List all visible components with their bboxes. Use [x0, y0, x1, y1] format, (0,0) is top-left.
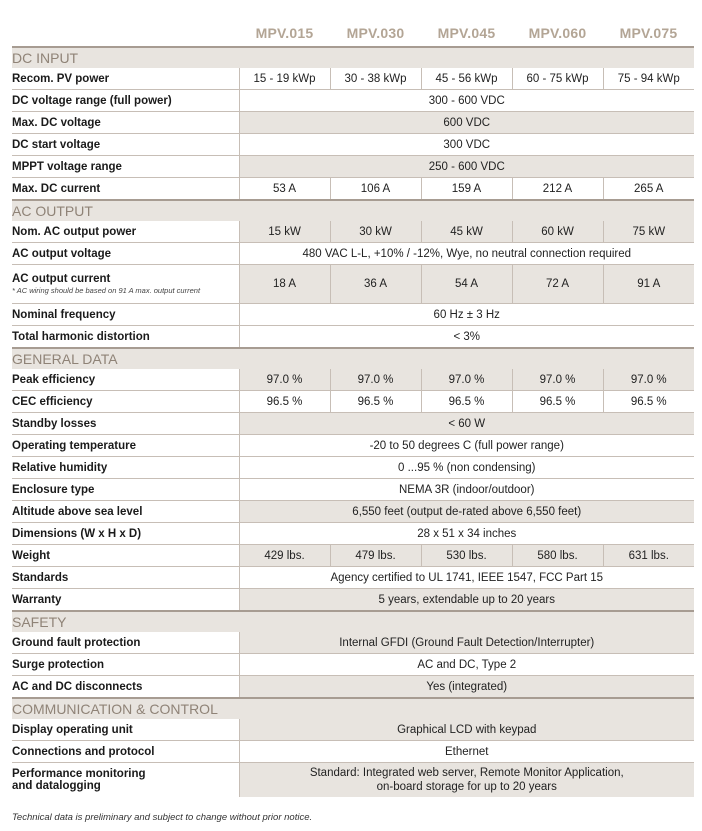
spec-value: 75 - 94 kWp: [603, 68, 694, 90]
spec-label-text: Nom. AC output power: [12, 225, 137, 238]
spec-value: 97.0 %: [330, 369, 421, 391]
spec-value-span: 60 Hz ± 3 Hz: [239, 304, 694, 326]
spec-label-text: MPPT voltage range: [12, 160, 122, 173]
spec-value: 212 A: [512, 178, 603, 201]
spec-value-span: < 60 W: [239, 413, 694, 435]
spec-label-text: Standby losses: [12, 417, 97, 430]
spec-label: [12, 134, 239, 156]
spec-row: [12, 654, 694, 676]
spec-value-span: 28 x 51 x 34 inches: [239, 523, 694, 545]
spec-row: [12, 68, 694, 90]
spec-label-text: AC output current: [12, 273, 111, 285]
spec-value-span: < 3%: [239, 326, 694, 349]
spec-value: 429 lbs.: [239, 545, 330, 567]
spec-value: 60 - 75 kWp: [512, 68, 603, 90]
spec-value: 60 kW: [512, 221, 603, 243]
spec-label-text: Total harmonic distortion: [12, 330, 150, 343]
spec-label-text: CEC efficiency: [12, 395, 93, 408]
spec-value: 159 A: [421, 178, 512, 201]
section-header: [12, 698, 694, 719]
spec-value: 97.0 %: [512, 369, 603, 391]
spec-value-span: Yes (integrated): [239, 676, 694, 699]
spec-value-span: Agency certified to UL 1741, IEEE 1547, FCC Part 15: [239, 567, 694, 589]
spec-label-text: Ground fault protection: [12, 636, 141, 649]
spec-label-text: AC and DC disconnects: [12, 680, 143, 693]
spec-value-span: 300 - 600 VDC: [239, 90, 694, 112]
spec-value-span: Internal GFDI (Ground Fault Detection/Interrupter): [239, 632, 694, 654]
spec-label: [12, 567, 239, 589]
spec-value: 96.5 %: [512, 391, 603, 413]
spec-label: [12, 68, 239, 90]
spec-label-text: Enclosure type: [12, 483, 95, 496]
spec-row: [12, 523, 694, 545]
spec-label: [12, 719, 239, 741]
spec-label: [12, 741, 239, 763]
spec-row: [12, 567, 694, 589]
spec-label-text: Peak efficiency: [12, 373, 96, 386]
spec-label-text: Nominal frequency: [12, 308, 116, 321]
spec-body: [12, 47, 694, 797]
spec-value-line: Standard: Integrated web server, Remote Monitor Application,: [309, 767, 624, 779]
spec-row: [12, 479, 694, 501]
spec-value: 75 kW: [603, 221, 694, 243]
spec-label: [12, 545, 239, 567]
spec-label: [12, 90, 239, 112]
spec-value-span: 300 VDC: [239, 134, 694, 156]
spec-label: [12, 326, 239, 349]
spec-value-span: AC and DC, Type 2: [239, 654, 694, 676]
spec-row: [12, 221, 694, 243]
spec-label: [12, 523, 239, 545]
spec-value: 96.5 %: [603, 391, 694, 413]
spec-label: [12, 304, 239, 326]
spec-row: [12, 763, 694, 798]
spec-label: [12, 676, 239, 699]
spec-label-note: * AC wiring should be based on 91 A max. output current: [12, 286, 201, 295]
model-header: MPV.030: [346, 25, 405, 41]
spec-label: [12, 265, 239, 304]
footnote: Technical data is preliminary and subject to change without prior notice.: [12, 812, 313, 823]
spec-label: [12, 589, 239, 612]
spec-value-span: 0 ...95 % (non condensing): [239, 457, 694, 479]
spec-label: [12, 479, 239, 501]
model-header: MPV.075: [619, 25, 678, 41]
spec-value: 97.0 %: [603, 369, 694, 391]
spec-value: 53 A: [239, 178, 330, 201]
spec-value: 96.5 %: [330, 391, 421, 413]
spec-label: [12, 413, 239, 435]
spec-label-text: Surge protection: [12, 658, 105, 671]
spec-row: [12, 265, 694, 304]
spec-value: 72 A: [512, 265, 603, 304]
spec-label-text: Standards: [12, 571, 69, 584]
model-header: MPV.015: [255, 25, 314, 41]
spec-label: [12, 501, 239, 523]
spec-value: 45 kW: [421, 221, 512, 243]
spec-label: [12, 243, 239, 265]
spec-row: [12, 501, 694, 523]
spec-table: [12, 20, 694, 797]
spec-value: 265 A: [603, 178, 694, 201]
spec-label-text: Relative humidity: [12, 461, 108, 474]
spec-label-text: Recom. PV power: [12, 72, 110, 85]
spec-row: [12, 243, 694, 265]
spec-row: [12, 90, 694, 112]
spec-label: [12, 654, 239, 676]
spec-value: 15 - 19 kWp: [239, 68, 330, 90]
spec-value-span: -20 to 50 degrees C (full power range): [239, 435, 694, 457]
spec-label: [12, 632, 239, 654]
spec-value: 15 kW: [239, 221, 330, 243]
spec-value: 106 A: [330, 178, 421, 201]
spec-value-span: 5 years, extendable up to 20 years: [239, 589, 694, 612]
spec-label-text: Max. DC voltage: [12, 116, 101, 129]
spec-value: 30 - 38 kWp: [330, 68, 421, 90]
spec-row: [12, 178, 694, 201]
spec-row: [12, 435, 694, 457]
spec-label-text: Weight: [12, 549, 51, 562]
spec-row: [12, 413, 694, 435]
spec-value: 54 A: [421, 265, 512, 304]
section-title: DC INPUT: [12, 47, 694, 68]
spec-label-text: Altitude above sea level: [12, 505, 143, 518]
section-title: GENERAL DATA: [12, 348, 694, 369]
spec-row: [12, 326, 694, 349]
spec-value: 530 lbs.: [421, 545, 512, 567]
model-header: MPV.045: [437, 25, 496, 41]
spec-value-span: Graphical LCD with keypad: [239, 719, 694, 741]
spec-label: [12, 457, 239, 479]
spec-label-text: Operating temperature: [12, 439, 136, 452]
spec-row: [12, 391, 694, 413]
spec-label-text: Warranty: [12, 593, 62, 606]
spec-value: 479 lbs.: [330, 545, 421, 567]
spec-label: [12, 156, 239, 178]
spec-value: 631 lbs.: [603, 545, 694, 567]
spec-value-line: on-board storage for up to 20 years: [376, 781, 557, 793]
spec-label-text: AC output voltage: [12, 247, 112, 260]
section-header: [12, 47, 694, 68]
section-header: [12, 200, 694, 221]
spec-value: 97.0 %: [239, 369, 330, 391]
section-header: [12, 611, 694, 632]
spec-row: [12, 134, 694, 156]
spec-value: 36 A: [330, 265, 421, 304]
spec-label-text: DC voltage range (full power): [12, 94, 172, 107]
spec-label-line: and datalogging: [12, 780, 101, 792]
spec-label-line: Performance monitoring: [12, 768, 146, 780]
spec-label: [12, 435, 239, 457]
spec-value: 96.5 %: [239, 391, 330, 413]
spec-label: [12, 391, 239, 413]
spec-label: [12, 221, 239, 243]
spec-row: [12, 741, 694, 763]
spec-label: [12, 178, 239, 201]
model-header: MPV.060: [528, 25, 587, 41]
spec-value: 45 - 56 kWp: [421, 68, 512, 90]
spec-value-span: 600 VDC: [239, 112, 694, 134]
spec-value-span: 6,550 feet (output de-rated above 6,550 feet): [239, 501, 694, 523]
spec-value: 91 A: [603, 265, 694, 304]
spec-value-span: 250 - 600 VDC: [239, 156, 694, 178]
spec-row: [12, 719, 694, 741]
spec-row: [12, 632, 694, 654]
spec-row: [12, 156, 694, 178]
spec-row: [12, 589, 694, 612]
spec-label: [12, 369, 239, 391]
section-title: AC OUTPUT: [12, 200, 694, 221]
spec-label-text: Max. DC current: [12, 182, 101, 195]
spec-label: [12, 763, 239, 798]
spec-label-text: DC start voltage: [12, 138, 101, 151]
spec-value: 580 lbs.: [512, 545, 603, 567]
section-title: COMMUNICATION & CONTROL: [12, 698, 694, 719]
section-title: SAFETY: [12, 611, 694, 632]
spec-value-span: NEMA 3R (indoor/outdoor): [239, 479, 694, 501]
spec-value: 30 kW: [330, 221, 421, 243]
spec-row: [12, 676, 694, 699]
section-header: [12, 348, 694, 369]
spec-label-text: Dimensions (W x H x D): [12, 527, 142, 540]
header-blank-cell: [12, 20, 239, 47]
spec-value-span: [239, 763, 694, 798]
spec-row: [12, 457, 694, 479]
spec-row: [12, 369, 694, 391]
model-header-row: [12, 20, 694, 47]
spec-label-text: Display operating unit: [12, 723, 133, 736]
spec-label-text: Connections and protocol: [12, 745, 155, 758]
spec-value-span: Ethernet: [239, 741, 694, 763]
spec-row: [12, 304, 694, 326]
spec-value: 97.0 %: [421, 369, 512, 391]
spec-value-span: 480 VAC L-L, +10% / -12%, Wye, no neutral connection required: [239, 243, 694, 265]
spec-value: 18 A: [239, 265, 330, 304]
spec-value: 96.5 %: [421, 391, 512, 413]
spec-row: [12, 545, 694, 567]
spec-row: [12, 112, 694, 134]
spec-label: [12, 112, 239, 134]
